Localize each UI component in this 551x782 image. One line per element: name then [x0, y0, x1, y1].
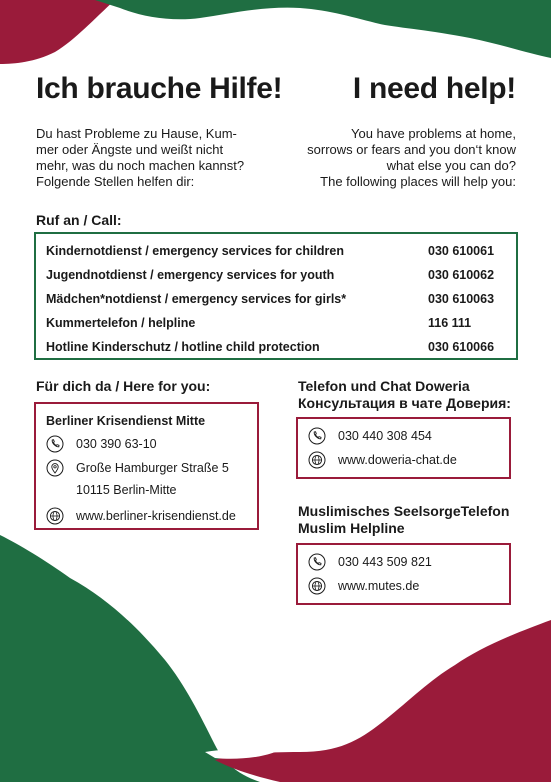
call-heading: Ruf an / Call:: [36, 212, 122, 228]
krisendienst-city: 10115 Berlin-Mitte: [76, 483, 177, 497]
here-heading: Für dich da / Here for you:: [36, 378, 211, 394]
doweria-heading-line2: Консультация в чате Доверия:: [298, 395, 511, 411]
doweria-box: [296, 417, 511, 479]
hotline-label: Jugendnotdienst / emergency services for youth: [46, 268, 335, 282]
intro-de-line: Du hast Probleme zu Hause, Kum-: [36, 126, 237, 141]
hotline-row: [46, 340, 506, 354]
mutes-heading-line2: Muslim Helpline: [298, 520, 405, 536]
mutes-web-line: [308, 577, 419, 595]
hotline-number[interactable]: 030 610066: [428, 340, 495, 354]
krisendienst-street: Große Hamburger Straße 5: [76, 461, 229, 475]
intro-en-line: You have problems at home,: [350, 126, 516, 141]
hotline-row: [46, 292, 506, 306]
phone-icon: [46, 435, 64, 453]
doweria-phone[interactable]: 030 440 308 454: [338, 429, 432, 443]
krisendienst-title: Berliner Krisendienst Mitte: [46, 414, 206, 428]
krisendienst-website[interactable]: www.berliner-krisendienst.de: [76, 509, 236, 523]
krisendienst-address-line: [46, 459, 229, 477]
mutes-phone[interactable]: 030 443 509 821: [338, 555, 432, 569]
intro-de-line: mer oder Ängste und weißt nicht: [36, 142, 224, 157]
intro-de-line: Folgende Stellen helfen dir:: [36, 174, 195, 189]
mutes-box: [296, 543, 511, 605]
hotline-number[interactable]: 030 610062: [428, 268, 495, 282]
hotline-label: Kindernotdienst / emergency services for children: [46, 244, 345, 258]
wave-top-left: [0, 0, 115, 64]
mutes-heading-line1: Muslimisches SeelsorgeTelefon: [298, 503, 510, 519]
phone-icon: [308, 427, 326, 445]
call-box: [34, 232, 518, 360]
globe-icon: [46, 507, 64, 525]
hotline-label: Mädchen*notdienst / emergency services for girls*: [46, 292, 347, 306]
wave-top-right: [95, 0, 551, 58]
hotline-row: [46, 244, 506, 258]
doweria-heading: [298, 378, 511, 412]
hotline-number[interactable]: 030 610063: [428, 292, 495, 306]
globe-icon: [308, 577, 326, 595]
title-english: I need help!: [352, 72, 516, 105]
intro-de-line: mehr, was du noch machen kannst?: [36, 158, 245, 173]
location-pin-icon: [46, 459, 64, 477]
krisendienst-web-line: [46, 507, 236, 525]
hotline-row: [46, 316, 506, 330]
hotline-number[interactable]: 030 610061: [428, 244, 495, 258]
intro-en-line: The following places will help you:: [320, 174, 516, 189]
mutes-phone-line: [308, 553, 432, 571]
krisendienst-box: [34, 402, 259, 530]
globe-icon: [308, 451, 326, 469]
hotline-number[interactable]: 116 111: [428, 316, 472, 330]
intro-en-line: what else you can do?: [386, 158, 516, 173]
hotline-label: Hotline Kinderschutz / hotline child protection: [46, 340, 320, 354]
doweria-heading-line1: Telefon und Chat Doweria: [298, 378, 470, 394]
hotline-label: Kummertelefon / helpline: [46, 316, 196, 330]
wave-bottom-right: [215, 620, 551, 782]
doweria-phone-line: [308, 427, 432, 445]
krisendienst-phone-line: [46, 435, 157, 453]
intro-english: [276, 126, 516, 190]
intro-en-line: sorrows or fears and you don‘t know: [307, 142, 516, 157]
phone-icon: [308, 553, 326, 571]
krisendienst-city-line: [46, 483, 177, 497]
mutes-website[interactable]: www.mutes.de: [338, 579, 420, 593]
krisendienst-phone[interactable]: 030 390 63-10: [76, 437, 157, 451]
wave-bottom-left: [0, 535, 260, 782]
doweria-website[interactable]: www.doweria-chat.de: [338, 453, 457, 467]
doweria-web-line: [308, 451, 457, 469]
mutes-heading: [298, 503, 509, 537]
title-german: Ich brauche Hilfe!: [36, 72, 283, 105]
intro-german: [36, 126, 266, 190]
hotline-row: [46, 268, 506, 282]
